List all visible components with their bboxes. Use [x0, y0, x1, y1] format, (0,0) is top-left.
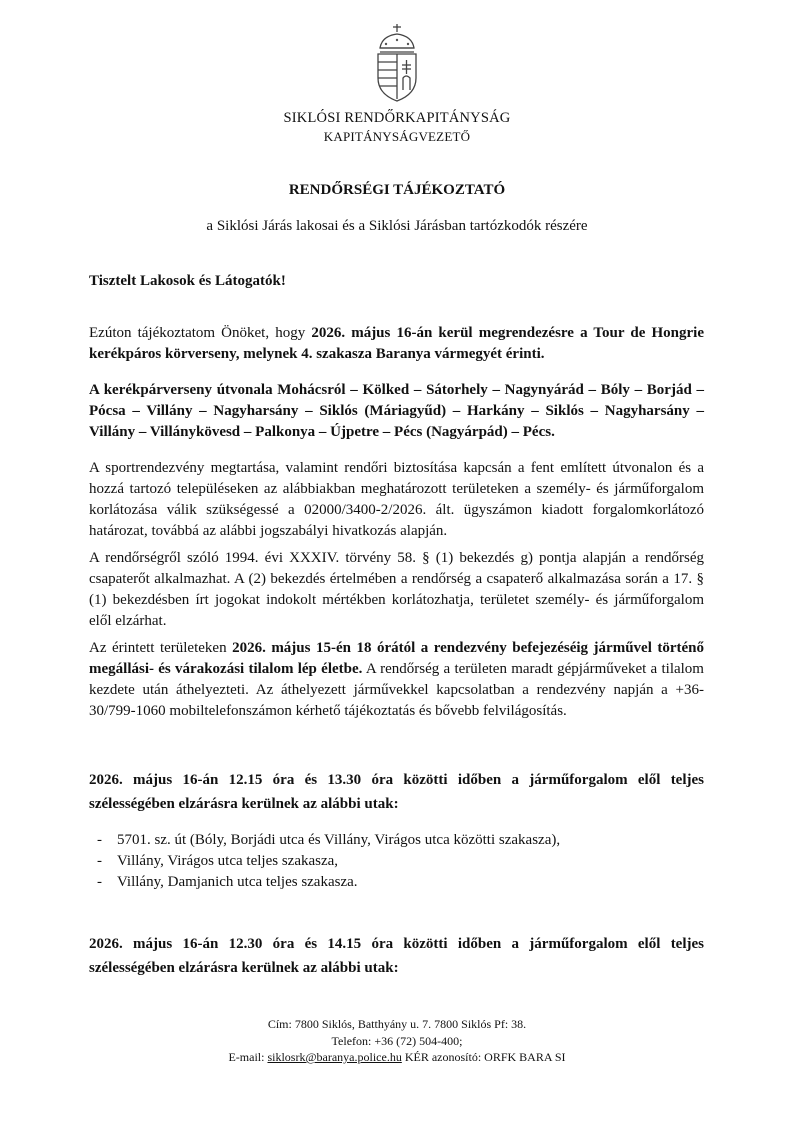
- closure-heading-1-text: 2026. május 16-án 12.15 óra és 13.30 óra közötti időben a járműforgalom elől teljes szélességében elzárásra kerülnek az alábbi utak:: [89, 772, 704, 812]
- list-item-text: Villány, Damjanich utca teljes szakasza.: [117, 874, 358, 890]
- dash-bullet: -: [97, 853, 102, 869]
- dash-bullet: -: [97, 832, 102, 848]
- intro-text: Ezúton tájékoztatom Önöket, hogy: [89, 325, 312, 341]
- intro-bold-text: 2026. május 16-án kerül megrendezésre a Tour de Hongrie kerékpáros körverseny, melynek 4. szakasza Baranya vármegyét érinti.: [89, 325, 704, 362]
- footer-contact: [0, 1050, 794, 1065]
- closure-heading-2: [89, 932, 704, 980]
- route-text: A kerékpárverseny útvonala Mohácsról – Kölked – Sátorhely – Nagynyárád – Bóly – Borjád – Pócsa – Villány – Nagyharsány – Siklós (Máriagyűd) – Harkány – Siklós – Nagyharsány – Villány – Villánykövesd – Palkonya – Újpetre – Pécs (Nagyárpád) – Pécs.: [89, 382, 704, 440]
- police-law-paragraph: A rendőrségről szóló 1994. évi XXXIV. törvény 58. § (1) bekezdés g) pontja alapján a rendőrség csapaterőt alkalmazhat. A (2) bekezdés értelmében a rendőrség a csapaterő alkalmazása során a 17. § (1) bekezdésben írt jogokat indokolt mértékben korlátozhatja, területet személy- és járműforgalom elől elzárhat.: [89, 550, 704, 629]
- parking-ban-text-2: A rendőrség a területen maradt gépjárműveket a tilalom kezdete után áthelyezteti. Az áthelyezett járművekkel kapcsolatban a rendezvény napján a +36-30/799-1060 mobiltelefonszámon kérhető tájékoztatás és bővebb felvilágosítás.: [89, 661, 704, 719]
- list-item-text: 5701. sz. út (Bóly, Borjádi utca és Villány, Virágos utca közötti szakasza),: [117, 832, 561, 848]
- intro-paragraph: [89, 323, 704, 365]
- ker-id: KÉR azonosító: ORFK BARA SI: [404, 1050, 566, 1064]
- parking-ban-text-1: Az érintett területeken: [89, 640, 233, 656]
- list-item: [89, 830, 709, 851]
- department-name: KAPITÁNYSÁGVEZETŐ: [323, 129, 471, 144]
- dash-bullet: -: [97, 874, 102, 890]
- list-item-text: Villány, Virágos utca teljes szakasza,: [117, 853, 339, 869]
- email-link[interactable]: siklosrk@baranya.police.hu: [267, 1050, 402, 1064]
- hungarian-coat-of-arms-icon: [368, 22, 426, 104]
- list-item: [89, 851, 709, 872]
- list-item: [89, 872, 709, 893]
- closure-heading-1: [89, 768, 704, 816]
- greeting: Tisztelt Lakosok és Látogatók!: [89, 273, 286, 289]
- organization-name: SIKLÓSI RENDŐRKAPITÁNYSÁG: [283, 110, 511, 126]
- parking-ban-bold-text: 2026. május 15-én 18 órától a rendezvény befejezéséig járművel történő megállási- és várakozási tilalom lép életbe.: [89, 640, 704, 677]
- legal-basis-paragraph: A sportrendezvény megtartása, valamint rendőri biztosítása kapcsán a fent említett útvonalon és a hozzá tartozó településeken az alábbiakban meghatározott területeken a személy- és járműforgalom korlátozása válik szükségessé a 02000/3400-2/2026. ált. ügyszámon kiadott forgalomkorlátozó határozat, továbbá az alábbi jogszabályi hivatkozás alapján.: [89, 460, 704, 539]
- footer-phone: Telefon: +36 (72) 504-400;: [331, 1034, 463, 1048]
- document-title: RENDŐRSÉGI TÁJÉKOZTATÓ: [288, 182, 506, 198]
- closure-heading-2-text: 2026. május 16-án 12.30 óra és 14.15 óra közötti időben a járműforgalom elől teljes szélességében elzárásra kerülnek az alábbi utak:: [89, 936, 704, 976]
- document-subtitle: a Siklósi Járás lakosai és a Siklósi Járásban tartózkodók részére: [206, 218, 588, 234]
- email-label: E-mail:: [228, 1050, 268, 1064]
- closed-roads-list: [89, 830, 709, 893]
- route-paragraph: [89, 380, 704, 443]
- parking-ban-paragraph: [89, 638, 704, 722]
- footer-address: Cím: 7800 Siklós, Batthyány u. 7. 7800 Siklós Pf: 38.: [267, 1017, 527, 1031]
